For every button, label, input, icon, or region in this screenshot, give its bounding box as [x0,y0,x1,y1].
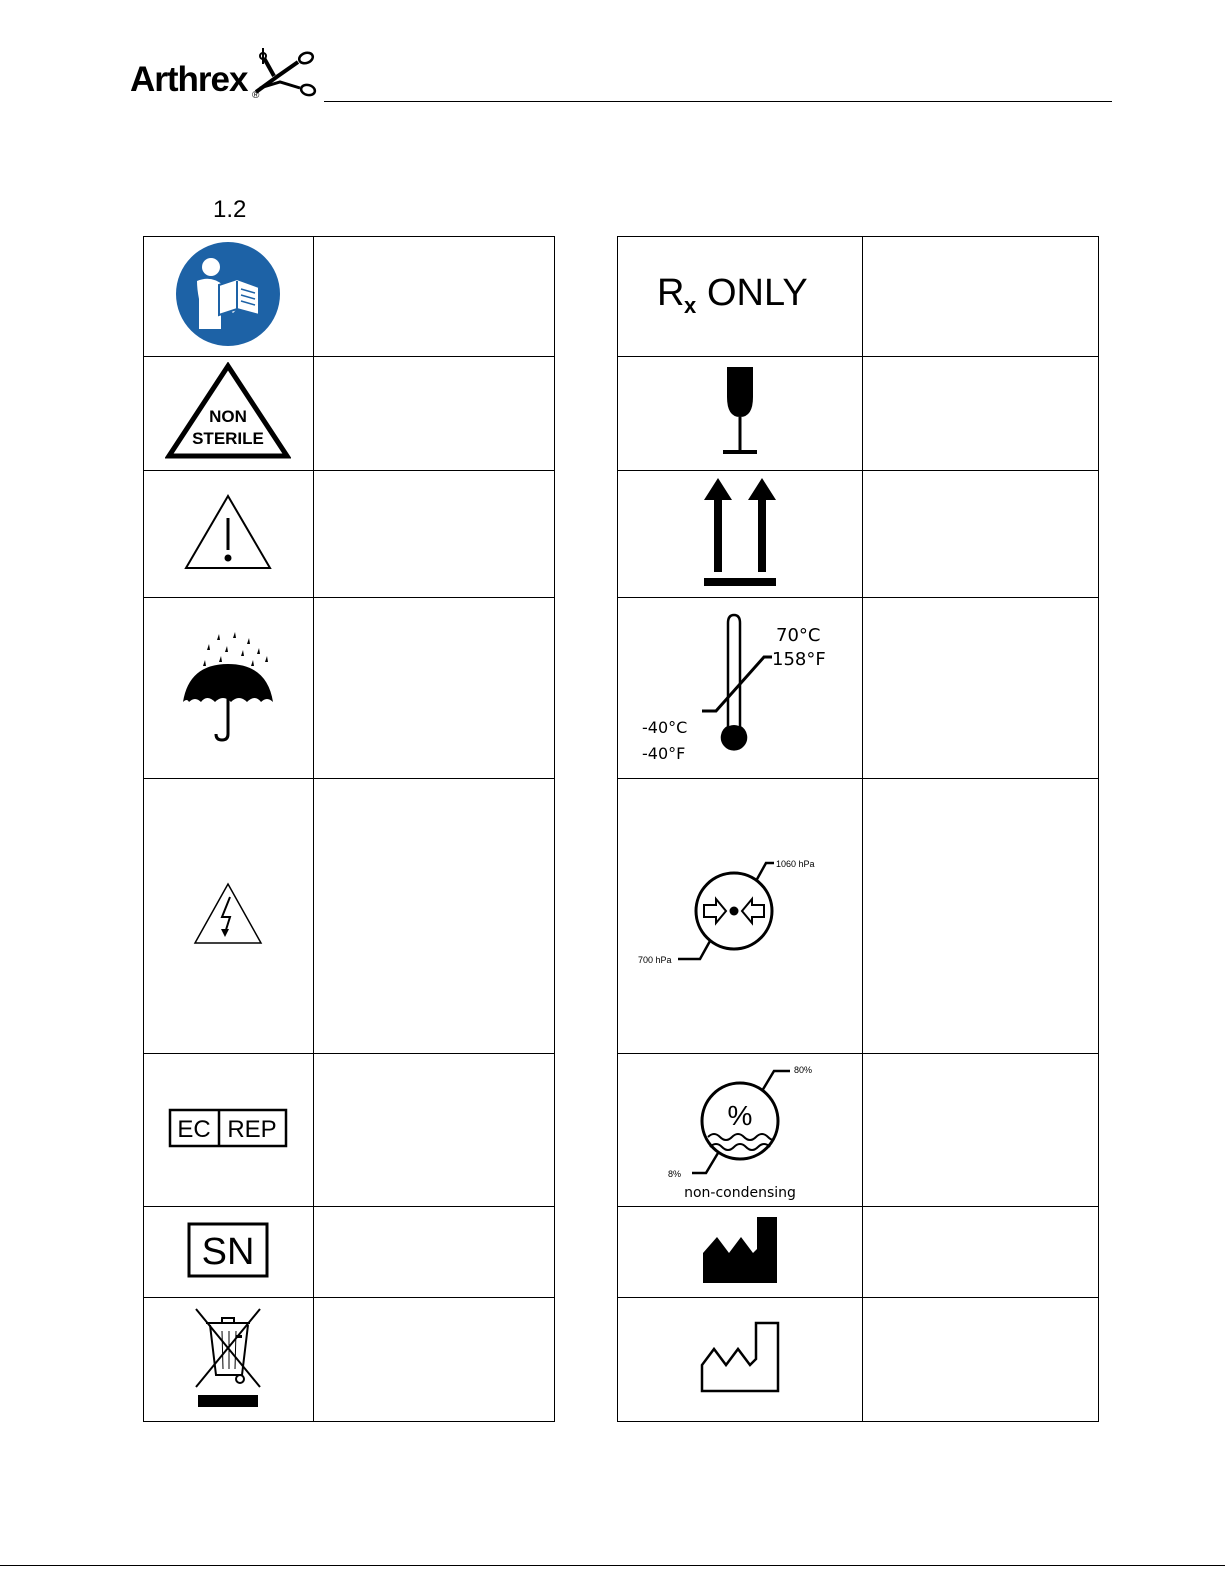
arthrex-logo [130,48,320,104]
table-row [618,471,1099,598]
table-row [144,1298,555,1422]
rx-r: R [656,272,685,314]
symbol-cell [618,1298,863,1422]
registered-mark: ® [252,90,260,101]
table-row [618,1054,1099,1207]
weee-disposal-icon [192,1305,264,1409]
logo-text: Arthrex [130,60,248,99]
svg-text:%: % [727,1099,753,1131]
symbols-table-left [143,236,555,1422]
section-number: 1.2 [213,196,247,223]
symbol-cell [144,471,314,598]
temperature-limit-icon [640,611,840,761]
non-sterile-icon [165,362,291,460]
pressure-limit-icon [638,853,842,975]
table-row [144,1054,555,1207]
header-rule [324,101,1112,102]
table-row [144,779,555,1054]
description-cell [313,237,554,357]
symbol-cell [144,1054,314,1207]
description-cell [313,1054,554,1207]
symbols-table-right [617,236,1099,1422]
non-sterile-line1: NON [209,407,248,426]
symbol-cell [144,779,314,1054]
description-cell [862,1207,1098,1298]
table-row [618,357,1099,471]
upper-f-label: 158°F [771,648,826,670]
symbol-cell [618,1207,863,1298]
table-row [144,471,555,598]
table-row [618,1207,1099,1298]
table-row [618,1298,1099,1422]
description-cell [313,1298,554,1422]
fragile-icon [715,365,765,457]
description-cell [862,598,1098,779]
ec-rep-icon [168,1108,288,1148]
manufacturer-icon [701,1215,779,1285]
table-row [618,598,1099,779]
symbol-cell [144,237,314,357]
description-cell [862,1298,1098,1422]
rep-label: REP [227,1115,277,1143]
description-cell [313,471,554,598]
description-cell [862,237,1098,357]
symbol-cell [618,471,863,598]
symbol-cell [144,1298,314,1422]
non-sterile-line2: STERILE [192,429,265,448]
lower-f-label: -40°F [641,743,686,761]
description-cell [313,1207,554,1298]
symbol-cell [618,1054,863,1207]
description-cell [313,779,554,1054]
caution-icon [182,492,274,572]
date-of-manufacture-icon [700,1321,780,1393]
pressure-upper-label: 1060 hPa [775,858,815,869]
table-row [144,357,555,471]
table-row [618,779,1099,1054]
serial-number-icon [187,1222,269,1278]
humidity-limit-icon [650,1055,830,1201]
rx-x: x [683,293,697,318]
dangerous-voltage-icon [192,881,264,947]
symbol-cell [618,357,863,471]
this-way-up-icon [702,476,778,588]
upper-c-label: 70°C [775,624,821,646]
description-cell [862,1054,1098,1207]
description-cell [862,471,1098,598]
symbol-cell [144,1207,314,1298]
lower-c-label: -40°C [641,717,688,737]
table-row [144,598,555,779]
symbol-cell [618,779,863,1054]
symbol-cell [618,237,863,357]
table-row [618,237,1099,357]
description-cell [313,357,554,471]
logo-scissors-icon [248,48,320,104]
ec-label: EC [177,1115,211,1143]
description-cell [862,357,1098,471]
humidity-lower-label: 8% [667,1168,681,1179]
symbol-cell [618,598,863,779]
consult-instructions-icon [175,241,281,347]
rx-only-icon [655,269,825,319]
footer-rule [0,1565,1225,1566]
sn-label: SN [201,1230,255,1273]
table-row [144,1207,555,1298]
symbol-cell [144,357,314,471]
non-condensing-label: non-condensing [683,1184,796,1201]
table-row [144,237,555,357]
description-cell [313,598,554,779]
humidity-upper-label: 80% [793,1064,812,1075]
keep-dry-icon [179,630,277,742]
symbol-cell [144,598,314,779]
pressure-lower-label: 700 hPa [637,954,672,965]
rx-only: ONLY [706,272,808,314]
description-cell [862,779,1098,1054]
